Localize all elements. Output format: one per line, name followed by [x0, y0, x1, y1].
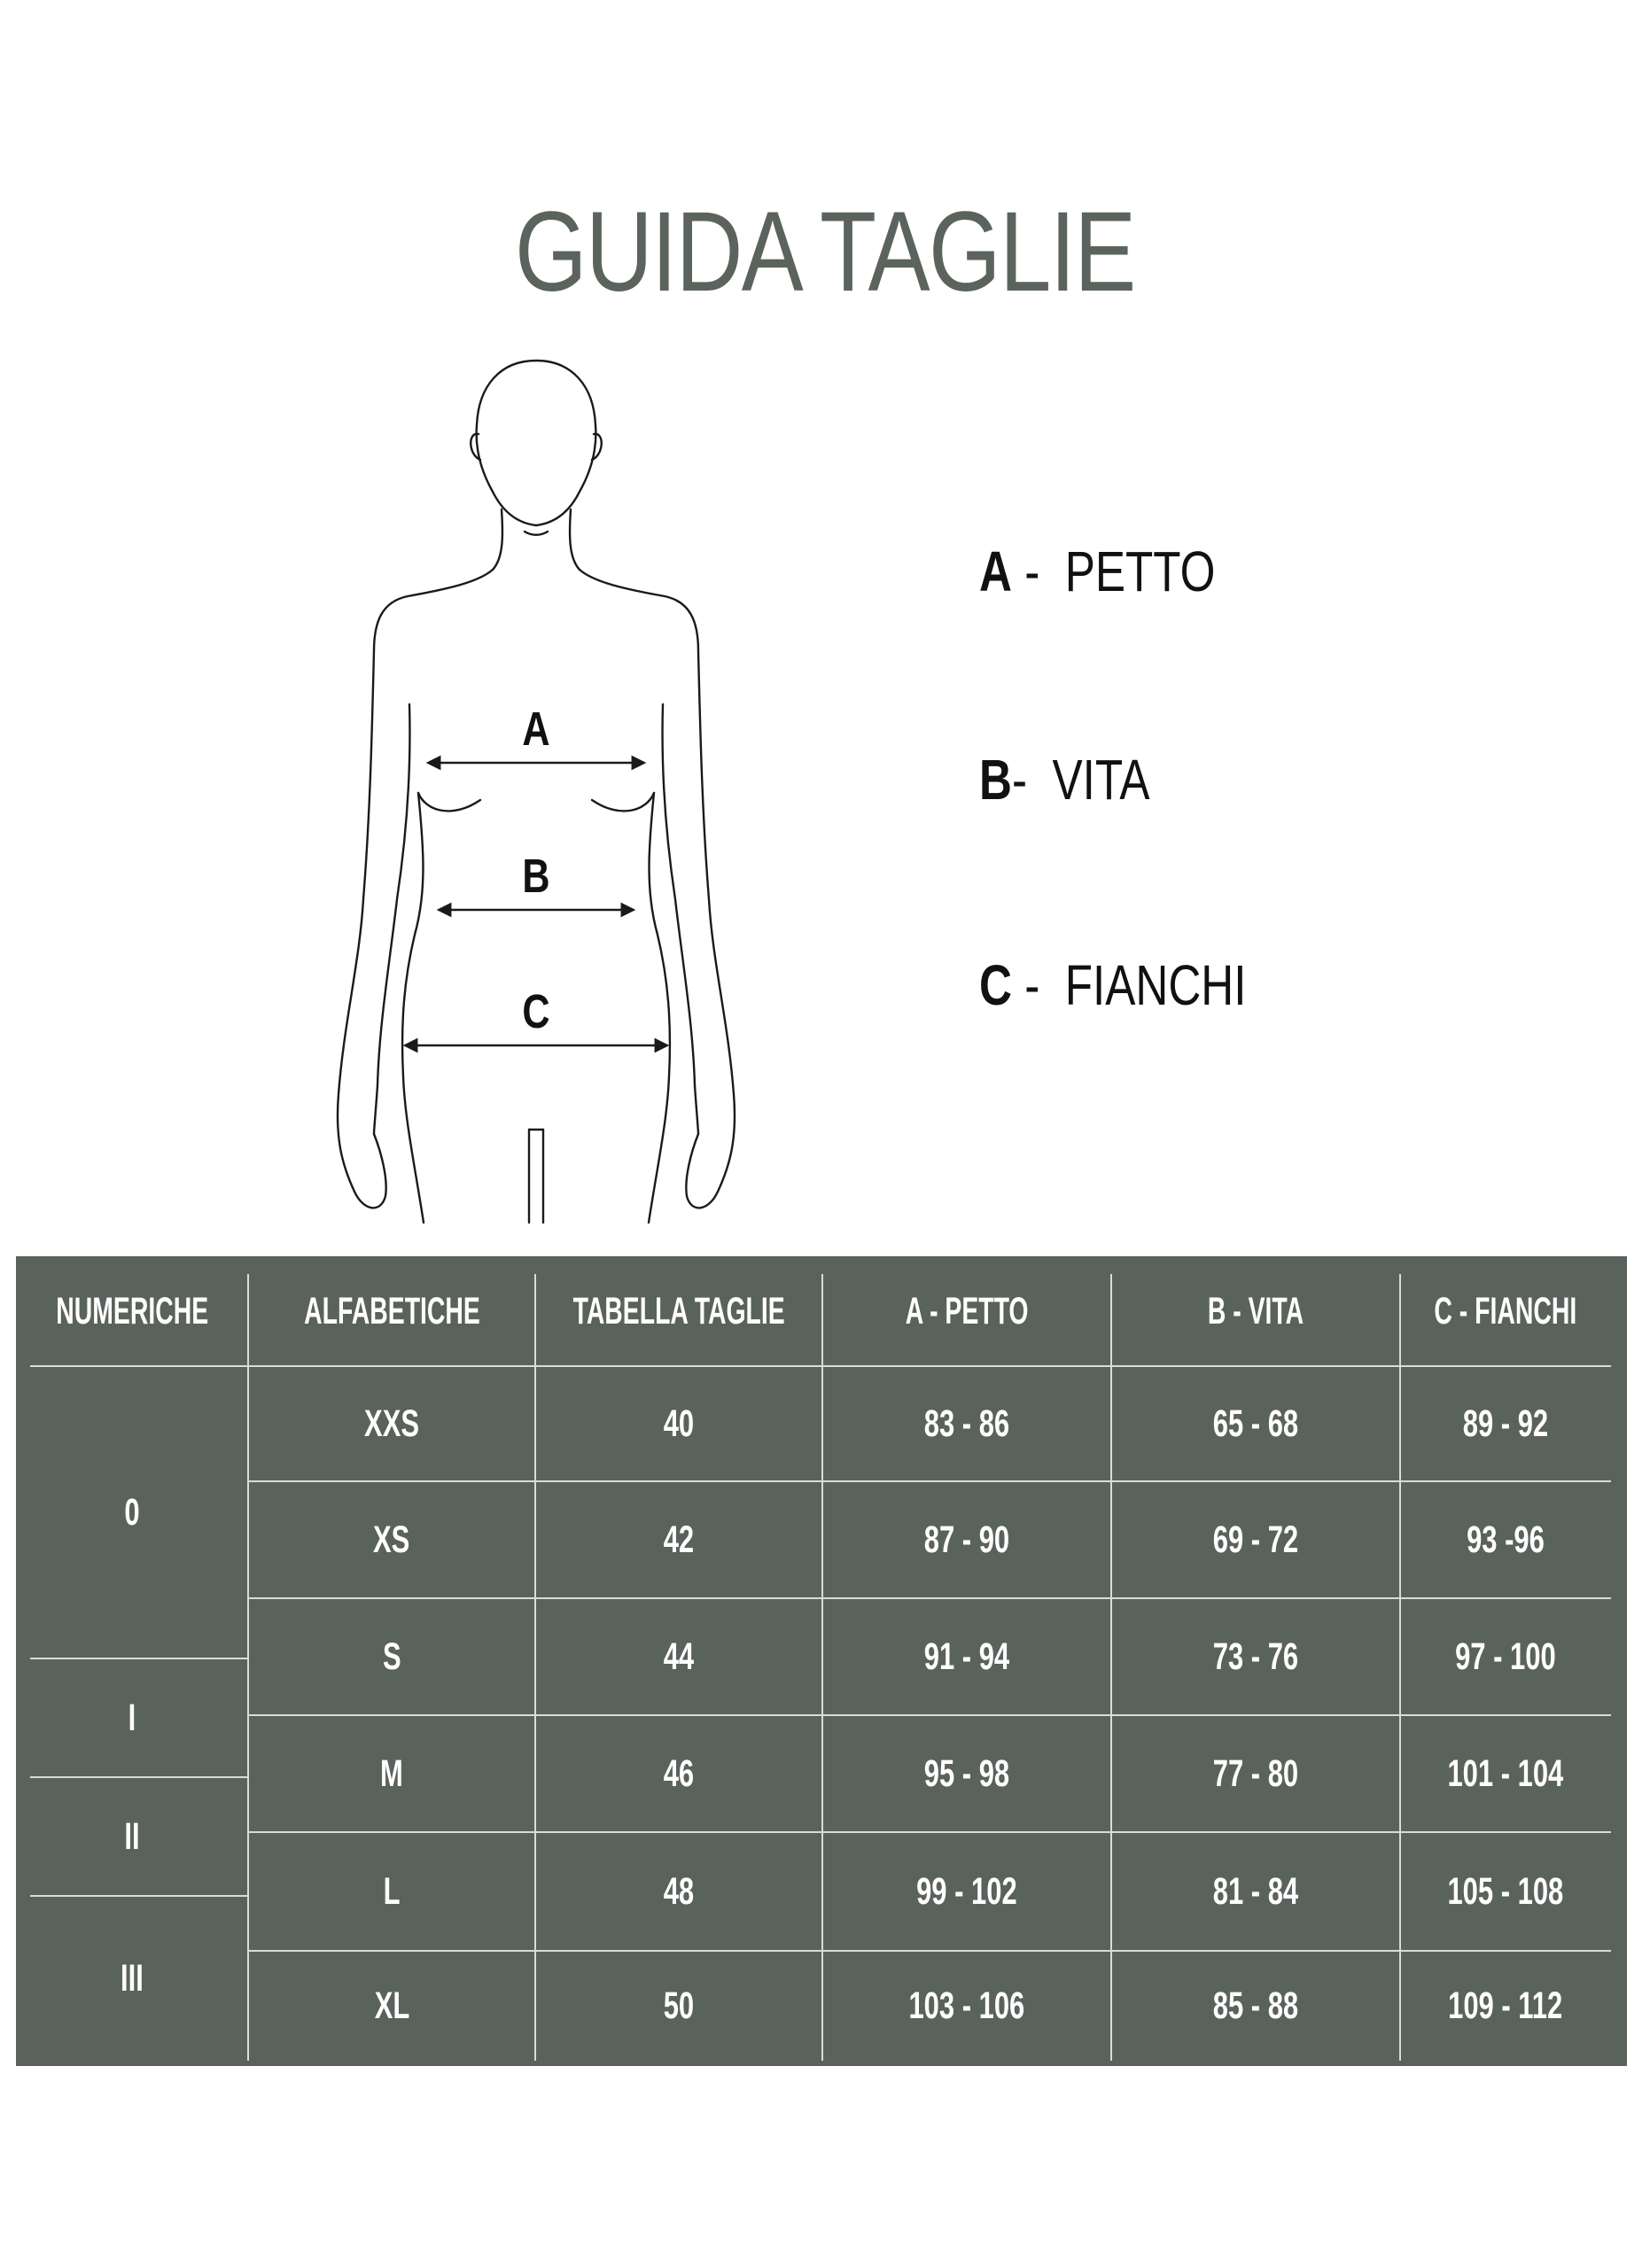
petto-cell	[822, 1951, 1111, 2061]
size-number-cell-text: 44	[663, 1635, 695, 1678]
grid-vline	[534, 1274, 536, 2061]
size-number-cell	[535, 1951, 822, 2061]
vita-cell-text: 85 - 88	[1212, 1984, 1299, 2027]
header-petto	[822, 1256, 1111, 1366]
vita-cell	[1111, 1481, 1400, 1598]
vita-cell-text: 73 - 76	[1212, 1635, 1299, 1678]
fianchi-cell	[1400, 1598, 1611, 1715]
petto-cell	[822, 1366, 1111, 1481]
petto-cell-text: 87 - 90	[923, 1518, 1010, 1561]
size-letter-cell	[248, 1366, 535, 1481]
size-number-cell-text: 42	[663, 1518, 695, 1561]
petto-cell-text: 99 - 102	[916, 1869, 1017, 1913]
fianchi-cell	[1400, 1832, 1611, 1951]
grid-vline	[1399, 1274, 1401, 2061]
legend-label: FIANCHI	[1064, 953, 1247, 1017]
petto-cell-text: 95 - 98	[923, 1751, 1010, 1795]
numeric-group-cell-text: I	[128, 1696, 136, 1739]
fianchi-cell-text: 97 - 100	[1455, 1635, 1556, 1678]
size-letter-cell-text: M	[380, 1751, 403, 1795]
petto-cell-text: 103 - 106	[908, 1984, 1025, 2027]
figure-label-b: B	[522, 850, 550, 904]
size-number-cell	[535, 1832, 822, 1951]
fianchi-cell-text: 105 - 108	[1447, 1869, 1564, 1913]
size-letter-cell-text: L	[383, 1869, 401, 1913]
size-letter-cell-text: XXS	[364, 1402, 419, 1445]
fianchi-cell-text: 101 - 104	[1447, 1751, 1564, 1795]
vita-cell	[1111, 1366, 1400, 1481]
grid-hline	[248, 1831, 1611, 1833]
numeric-group-cell-text: III	[121, 1956, 144, 2000]
petto-cell	[822, 1715, 1111, 1832]
legend-label: VITA	[1052, 748, 1150, 812]
vita-cell-text: 81 - 84	[1212, 1869, 1299, 1913]
grid-vline	[1110, 1274, 1112, 2061]
size-letter-cell	[248, 1832, 535, 1951]
figure-label-c: C	[522, 985, 550, 1039]
size-letter-cell	[248, 1481, 535, 1598]
numeric-group-cell	[16, 1777, 248, 1896]
numeric-group-cell	[16, 1658, 248, 1777]
size-letter-cell-text: XL	[374, 1984, 409, 2027]
header-fianchi	[1400, 1256, 1611, 1366]
legend-item-vita	[979, 744, 1149, 815]
grid-hline	[30, 1658, 248, 1659]
size-letter-cell-text: XS	[373, 1518, 410, 1561]
header-fianchi-text: C - FIANCHI	[1434, 1289, 1577, 1332]
vita-cell-text: 65 - 68	[1212, 1402, 1299, 1445]
grid-hline	[30, 1365, 1611, 1367]
page-title: GUIDA TAGLIE	[514, 189, 1135, 315]
vita-cell	[1111, 1598, 1400, 1715]
legend-key: C	[979, 953, 1012, 1017]
fianchi-cell	[1400, 1715, 1611, 1832]
size-number-cell	[535, 1598, 822, 1715]
vita-cell	[1111, 1715, 1400, 1832]
legend-key: B	[979, 748, 1012, 812]
figure-label-a: A	[522, 703, 550, 757]
numeric-group-cell	[16, 1366, 248, 1658]
size-letter-cell	[248, 1951, 535, 2061]
grid-hline	[248, 1714, 1611, 1716]
petto-cell-text: 91 - 94	[923, 1635, 1010, 1678]
header-vita	[1111, 1256, 1400, 1366]
header-petto-text: A - PETTO	[905, 1289, 1029, 1332]
header-alfabetiche	[248, 1256, 535, 1366]
size-letter-cell	[248, 1715, 535, 1832]
grid-hline	[248, 1480, 1611, 1482]
grid-vline	[821, 1274, 823, 2061]
header-alfabetiche-text: ALFABETICHE	[303, 1289, 480, 1332]
numeric-group-cell-text: II	[124, 1814, 140, 1858]
legend-item-petto	[979, 536, 1215, 607]
header-tabella-taglie-text: TABELLA TAGLIE	[572, 1289, 785, 1332]
legend-separator: -	[1011, 540, 1065, 603]
grid-hline	[248, 1950, 1611, 1952]
size-number-cell-text: 46	[663, 1751, 695, 1795]
size-letter-cell	[248, 1598, 535, 1715]
size-letter-cell-text: S	[382, 1635, 401, 1678]
petto-cell	[822, 1832, 1111, 1951]
grid-vline	[247, 1274, 249, 2061]
header-numeriche-text: NUMERICHE	[56, 1289, 208, 1332]
petto-cell-text: 83 - 86	[923, 1402, 1010, 1445]
size-number-cell	[535, 1715, 822, 1832]
size-number-cell-text: 40	[663, 1402, 695, 1445]
size-number-cell	[535, 1481, 822, 1598]
size-number-cell	[535, 1366, 822, 1481]
size-table	[16, 1256, 1627, 2066]
fianchi-cell	[1400, 1951, 1611, 2061]
fianchi-cell-text: 93 -96	[1467, 1518, 1545, 1561]
vita-cell	[1111, 1832, 1400, 1951]
legend-item-fianchi	[979, 950, 1247, 1021]
legend-label: PETTO	[1064, 540, 1216, 603]
legend-separator: -	[1011, 953, 1065, 1017]
fianchi-cell-text: 109 - 112	[1448, 1984, 1563, 2027]
header-vita-text: B - VITA	[1207, 1289, 1304, 1332]
header-tabella-taglie	[535, 1256, 822, 1366]
fianchi-cell	[1400, 1366, 1611, 1481]
petto-cell	[822, 1598, 1111, 1715]
numeric-group-cell-text: 0	[124, 1490, 140, 1534]
legend-separator: -	[1011, 748, 1053, 812]
vita-cell-text: 69 - 72	[1212, 1518, 1299, 1561]
fianchi-cell-text: 89 - 92	[1462, 1402, 1549, 1445]
grid-hline	[30, 1776, 248, 1778]
vita-cell	[1111, 1951, 1400, 2061]
grid-hline	[248, 1597, 1611, 1599]
fianchi-cell	[1400, 1481, 1611, 1598]
legend-key: A	[979, 540, 1012, 603]
numeric-group-cell	[16, 1896, 248, 2061]
body-measurement-figure	[319, 350, 753, 1227]
size-number-cell-text: 48	[663, 1869, 695, 1913]
size-number-cell-text: 50	[663, 1984, 695, 2027]
header-numeriche	[16, 1256, 248, 1366]
vita-cell-text: 77 - 80	[1212, 1751, 1299, 1795]
grid-hline	[30, 1895, 248, 1897]
petto-cell	[822, 1481, 1111, 1598]
